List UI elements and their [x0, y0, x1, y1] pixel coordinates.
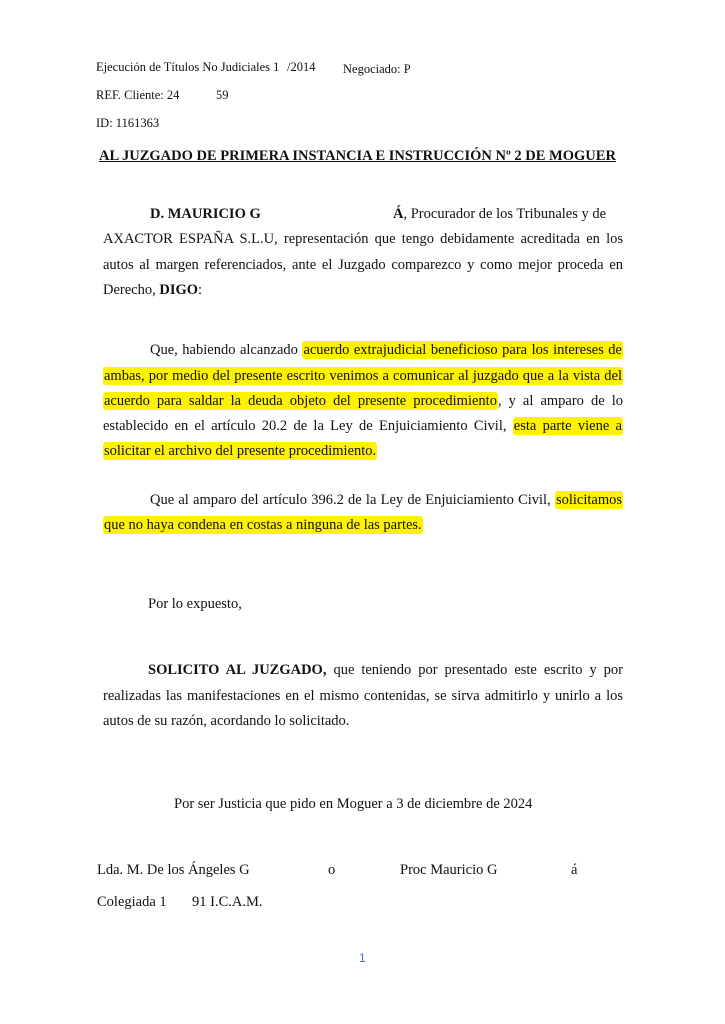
por-lo-expuesto: Por lo expuesto, — [148, 596, 242, 612]
page-number: 1 — [359, 951, 366, 965]
case-year: /2014 — [287, 60, 316, 74]
paragraph-1-line-2: AXACTOR ESPAÑA S.L.U, representación que tengo debidamente acreditada en los — [103, 231, 623, 247]
paragraph-2-line-2 — [103, 368, 623, 385]
document-id: ID: 1161363 — [96, 116, 160, 130]
paragraph-3-line-2 — [103, 517, 423, 534]
paragraph-3-line-1: Que al amparo del artículo 396.2 de la Ley de Enjuiciamiento Civil, solicitamos — [150, 492, 622, 508]
highlight: acuerdo para saldar la deuda objeto del presente procedimiento — [104, 393, 497, 409]
colegiada-number-tail: 91 I.C.A.M. — [192, 894, 263, 910]
highlight: acuerdo extrajudicial beneficioso para los intereses de — [303, 342, 622, 358]
highlight: solicitamos — [555, 492, 622, 508]
negociado: Negociado: P — [343, 62, 411, 76]
paragraph-2-line-1: Que, habiendo alcanzado acuerdo extrajudicial beneficioso para los intereses de — [150, 342, 622, 358]
highlight: que no haya condena en costas a ninguna de las partes. — [104, 517, 422, 533]
highlight: ambas, por medio del presente escrito venimos a comunicar al juzgado que a la vista del — [104, 368, 622, 384]
paragraph-1-line-3: autos al margen referenciados, ante el Juzgado comparezco y como mejor proceda en — [103, 257, 623, 273]
paragraph-2-line-4: establecido en el artículo 20.2 de la Ley de Enjuiciamiento Civil, esta parte viene a — [103, 418, 622, 434]
court-title: AL JUZGADO DE PRIMERA INSTANCIA E INSTRUCCIÓN Nº 2 DE MOGUER — [99, 148, 616, 164]
lawyer-signature: Lda. M. De los Ángeles G — [97, 862, 250, 878]
case-type: Ejecución de Títulos No Judiciales 1 — [96, 60, 280, 74]
procurador-name: D. MAURICIO G — [150, 206, 261, 222]
closing-line: Por ser Justicia que pido en Moguer a 3 de diciembre de 2024 — [174, 796, 533, 812]
procurador-signature: Proc Mauricio G — [400, 862, 498, 878]
colegiada-number: Colegiada 1 — [97, 894, 167, 910]
client-reference-tail: 59 — [216, 88, 229, 102]
paragraph-5-line-2: realizadas las manifestaciones en el mismo contenidas, se sirva admitirlo y unirlo a los — [103, 688, 623, 704]
paragraph-5-line-3: autos de su razón, acordando lo solicitado. — [103, 713, 350, 729]
procurador-signature-tail: á — [571, 862, 578, 878]
client-reference: REF. Cliente: 24 — [96, 88, 180, 102]
paragraph-2-line-3: acuerdo para saldar la deuda objeto del presente procedimiento, y al amparo de lo — [104, 393, 623, 409]
paragraph-1-line-4: Derecho, DIGO: — [103, 282, 203, 298]
highlight: esta parte viene a — [513, 418, 622, 434]
paragraph-5-line-1: SOLICITO AL JUZGADO, que teniendo por presentado este escrito y por — [148, 662, 623, 678]
highlight: solicitar el archivo del presente procedimiento. — [104, 443, 377, 459]
lawyer-signature-tail: o — [328, 862, 336, 878]
paragraph-1-line-1-rest: Á, Procurador de los Tribunales y de — [393, 206, 607, 222]
paragraph-2-line-5 — [103, 443, 377, 460]
